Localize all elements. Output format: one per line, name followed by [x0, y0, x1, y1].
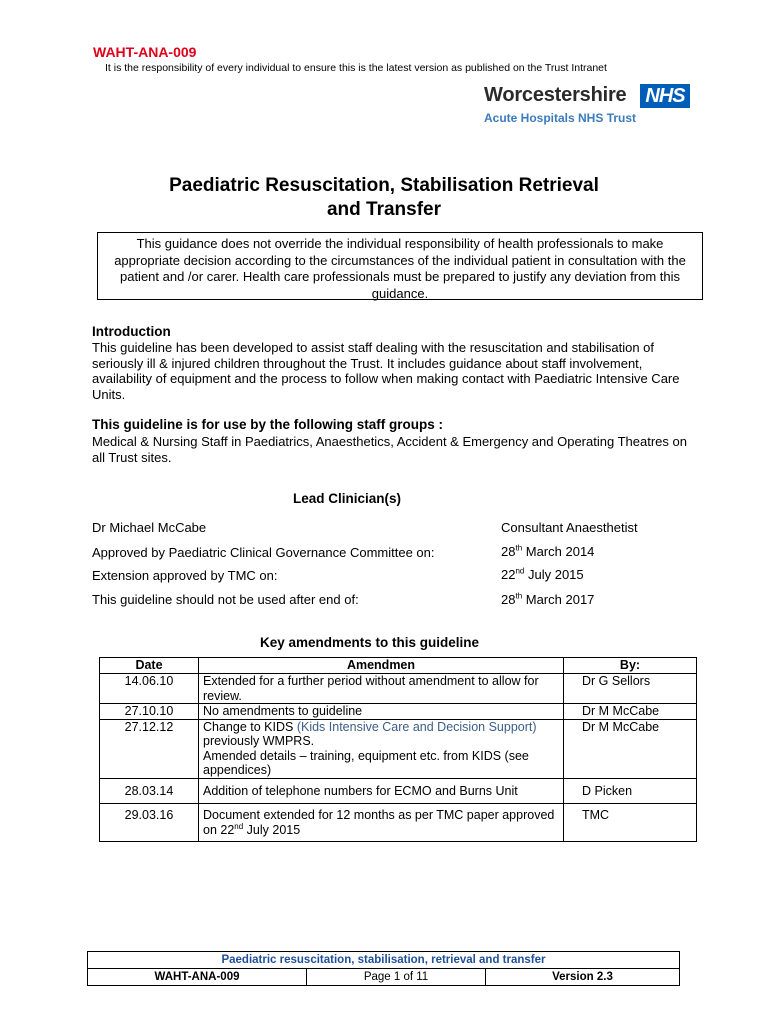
title-line-1: Paediatric Resuscitation, Stabilisation Retrieval — [169, 175, 599, 196]
lead-name: Dr Michael McCabe — [92, 520, 207, 535]
cell-amendment: Extended for a further period without amendment to allow for review. — [199, 674, 564, 704]
table-row — [100, 719, 697, 778]
approval-label: Approved by Paediatric Clinical Governance Committee on: — [92, 545, 435, 560]
cell-by: D Picken — [564, 778, 697, 804]
table-row — [100, 804, 697, 842]
footer-doc-ref: WAHT-ANA-009 — [88, 969, 307, 986]
extension-date: 22nd July 2015 — [501, 566, 584, 582]
amendments-heading: Key amendments to this guideline — [260, 635, 480, 650]
lead-role: Consultant Anaesthetist — [501, 520, 638, 535]
title-line-2: and Transfer — [326, 199, 442, 220]
cell-amendment: Document extended for 12 months as per TMC paper approved on 22nd July 2015 — [199, 804, 564, 842]
cell-amendment: No amendments to guideline — [199, 704, 564, 720]
column-header-by: By: — [564, 658, 697, 674]
logo-name: Worcestershire — [484, 84, 627, 106]
footer-page-number: Page 1 of 11 — [307, 969, 486, 986]
table-row — [100, 674, 697, 704]
nhs-trust-logo — [484, 84, 706, 126]
amendments-table — [99, 657, 697, 842]
introduction-text: This guideline has been developed to assist staff dealing with the resuscitation and stabilisation of seriously ill & injured children throughout the Trust. It includes guidance about staff involvement, availability of equipment and the process to follow when making contact with Paediatric Intensive Care Units. — [92, 340, 680, 402]
approval-date: 28th March 2014 — [501, 543, 595, 559]
expiry-date: 28th March 2017 — [501, 591, 595, 607]
cell-date: 29.03.16 — [100, 804, 199, 842]
introduction-heading: Introduction — [92, 324, 171, 339]
page-footer — [87, 951, 680, 986]
table-row — [100, 778, 697, 804]
cell-date: 14.06.10 — [100, 674, 199, 704]
page-title — [80, 174, 688, 222]
cell-amendment: Addition of telephone numbers for ECMO and Burns Unit — [199, 778, 564, 804]
responsibility-notice: It is the responsibility of every individual to ensure this is the latest version as published on the Trust Intranet — [105, 62, 607, 74]
logo-subtitle: Acute Hospitals NHS Trust — [484, 111, 637, 125]
footer-title: Paediatric resuscitation, stabilisation, retrieval and transfer — [88, 952, 680, 969]
cell-date: 28.03.14 — [100, 778, 199, 804]
cell-by: Dr G Sellors — [564, 674, 697, 704]
staff-groups-heading: This guideline is for use by the following staff groups : — [92, 417, 444, 432]
cell-by: Dr M McCabe — [564, 719, 697, 778]
cell-amendment: Change to KIDS (Kids Intensive Care and Decision Support) previously WMPRS. Amended details – training, equipment etc. from KIDS (see appendices) — [199, 719, 564, 778]
cell-by: TMC — [564, 804, 697, 842]
footer-version: Version 2.3 — [486, 969, 680, 986]
table-row — [100, 704, 697, 720]
cell-by: Dr M McCabe — [564, 704, 697, 720]
expiry-label: This guideline should not be used after end of: — [92, 592, 359, 607]
cell-date: 27.10.10 — [100, 704, 199, 720]
table-header-row — [100, 658, 697, 674]
staff-groups-text: Medical & Nursing Staff in Paediatrics, Anaesthetics, Accident & Emergency and Operating Theatres on all Trust sites. — [92, 434, 687, 465]
cell-date: 27.12.12 — [100, 719, 199, 778]
extension-label: Extension approved by TMC on: — [92, 568, 278, 583]
document-reference: WAHT-ANA-009 — [93, 44, 197, 60]
lead-clinician-heading: Lead Clinician(s) — [293, 491, 402, 506]
column-header-amendment: Amendmen — [199, 658, 564, 674]
disclaimer-box: This guidance does not override the individual responsibility of health professionals to make appropriate decision according to the circumstances of the individual patient in consultation with the patient and /or carer. Health care professionals must be prepared to justify any deviation from this guidance. — [97, 232, 703, 300]
nhs-badge: NHS — [640, 84, 690, 108]
column-header-date: Date — [100, 658, 199, 674]
